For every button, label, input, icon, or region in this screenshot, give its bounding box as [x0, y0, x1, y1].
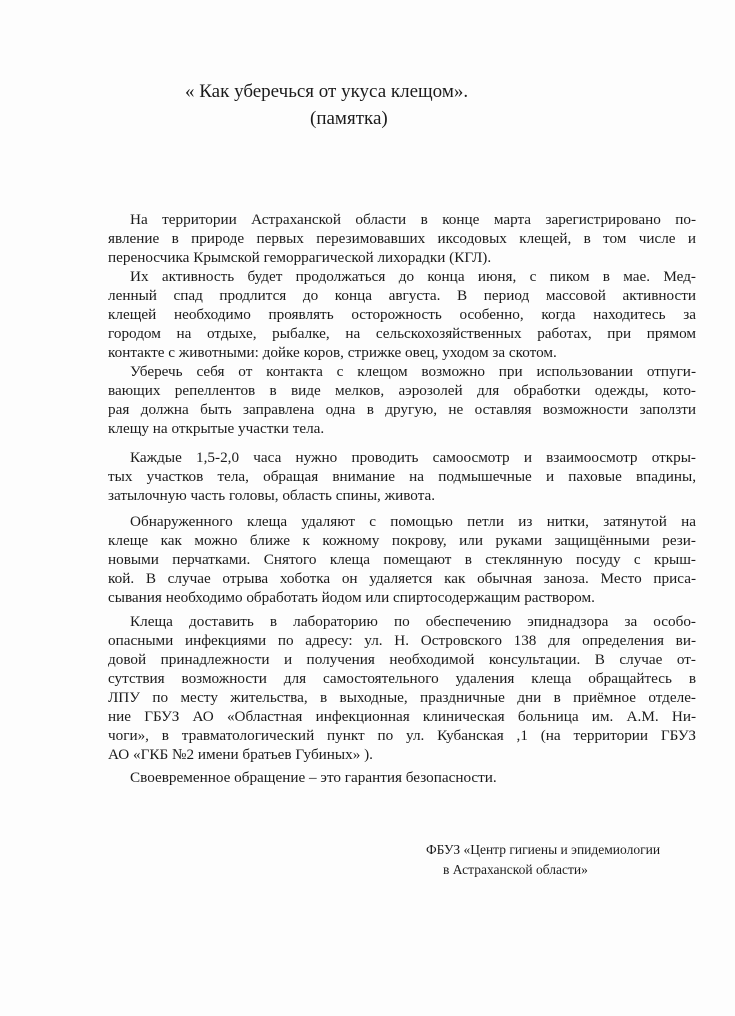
- text-line: клеще как можно ближе к кожному покрову, или руками защищёнными рези-: [108, 532, 696, 549]
- text-line: Обнаруженного клеща удаляют с помощью петли из нитки, затянутой на: [130, 513, 696, 530]
- text-line: сутствия возможности для самостоятельного удаления клеща обращайтесь в: [108, 670, 696, 687]
- text-line: чоги», в травматологический пункт по ул. Кубанская ,1 (на территории ГБУЗ: [108, 727, 696, 744]
- text-line: рая должна быть заправлена одна в другую, не оставляя возможности заползти: [108, 401, 696, 418]
- document-title: « Как уберечься от укуса клещом».: [185, 81, 469, 102]
- text-line: тых участков тела, обращая внимание на подмышечные и паховые впадины,: [108, 468, 696, 485]
- text-line: вающих репеллентов в виде мелков, аэрозолей для обработки одежды, кото-: [108, 382, 696, 399]
- text-line: Уберечь себя от контакта с клещом возможно при использовании отпуги-: [130, 363, 696, 380]
- text-line: ленный спад продлится до конца августа. В период массовой активности: [108, 287, 696, 304]
- text-line: Каждые 1,5-2,0 часа нужно проводить самоосмотр и взаимоосмотр откры-: [130, 449, 696, 466]
- text-line: Их активность будет продолжаться до конца июня, с пиком в мае. Мед-: [130, 268, 696, 285]
- text-line: явление в природе первых перезимовавших иксодовых клещей, в том числе и: [108, 230, 696, 247]
- text-line: довой принадлежности и получения необходимой консультации. В случае от-: [108, 651, 696, 668]
- text-line: клещей необходимо проявлять осторожность особенно, когда находитесь за: [108, 306, 696, 323]
- text-line: кой. В случае отрыва хоботка он удаляется как обычная заноза. Место приса-: [108, 570, 696, 587]
- text-line: ЛПУ по месту жительства, в выходные, праздничные дни в приёмное отделе-: [108, 689, 696, 706]
- document-subtitle: (памятка): [310, 108, 388, 129]
- text-line: сывания необходимо обработать йодом или спиртосодержащим раствором.: [108, 589, 595, 606]
- text-line: АО «ГКБ №2 имени братьев Губиных» ).: [108, 746, 373, 763]
- text-line: На территории Астраханской области в конце марта зарегистрировано по-: [130, 211, 696, 228]
- closing-line: Своевременное обращение – это гарантия безопасности.: [130, 769, 497, 786]
- text-line: клещу на открытые участки тела.: [108, 420, 325, 437]
- text-line: контакте с животными: дойке коров, стрижке овец, уходом за скотом.: [108, 344, 557, 361]
- text-line: опасными инфекциями по адресу: ул. Н. Островского 138 для определения ви-: [108, 632, 696, 649]
- text-line: Клеща доставить в лабораторию по обеспечению эпиднадзора за особо-: [130, 613, 696, 630]
- signature-line: ФБУЗ «Центр гигиены и эпидемиологии: [426, 842, 661, 857]
- signature-line: в Астраханской области»: [443, 862, 588, 877]
- text-line: ние ГБУЗ АО «Областная инфекционная клиническая больница им. А.М. Ни-: [108, 708, 696, 725]
- text-line: переносчика Крымской геморрагической лихорадки (КГЛ).: [108, 249, 492, 266]
- text-line: затылочную часть головы, область спины, живота.: [108, 487, 436, 504]
- text-line: новыми перчатками. Снятого клеща помещают в стеклянную посуду с крыш-: [108, 551, 696, 568]
- text-line: городом на отдыхе, рыбалке, на сельскохозяйственных работах, при прямом: [108, 325, 696, 342]
